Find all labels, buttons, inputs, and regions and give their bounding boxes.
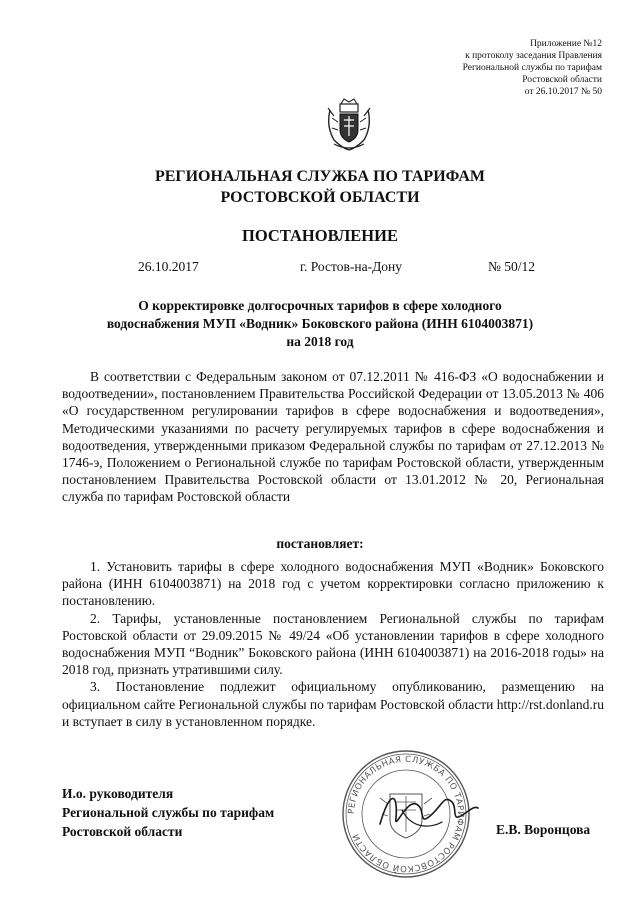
subject-line: на 2018 год bbox=[286, 334, 354, 349]
annex-line: от 26.10.2017 № 50 bbox=[524, 87, 602, 97]
resolution-items bbox=[62, 558, 604, 730]
agency-name bbox=[0, 166, 640, 208]
signer-name: Е.В. Воронцова bbox=[496, 822, 591, 837]
signer-title: Региональной службы по тарифам bbox=[62, 805, 275, 820]
resolution-item: 3. Постановление подлежит официальному опубликованию, размещению на официальном сайте Региональной службы по тарифам Ростовской области http://rst.donland.ru и вступает в силу в установленном порядке. bbox=[62, 679, 604, 729]
coat-of-arms-icon bbox=[320, 96, 378, 154]
agency-line: РЕГИОНАЛЬНАЯ СЛУЖБА ПО ТАРИФАМ bbox=[154, 168, 486, 185]
annex-line: Ростовской области bbox=[522, 75, 602, 85]
document-number: № 50/12 bbox=[488, 259, 536, 274]
document-subject bbox=[60, 297, 580, 351]
subject-line: водоснабжения МУП «Водник» Боковского района (ИНН 6104003871) bbox=[106, 316, 534, 331]
annex-note bbox=[382, 38, 602, 98]
signer-title: Ростовской области bbox=[62, 824, 183, 839]
resolves-heading: постановляет: bbox=[276, 536, 364, 551]
agency-line: РОСТОВСКОЙ ОБЛАСТИ bbox=[220, 189, 420, 206]
annex-line: Региональной службы по тарифам bbox=[462, 63, 602, 73]
annex-line: к протоколу заседания Правления bbox=[465, 51, 602, 61]
preamble bbox=[62, 368, 604, 506]
document-type: ПОСТАНОВЛЕНИЕ bbox=[242, 226, 398, 245]
signer-block bbox=[62, 784, 274, 841]
signer-title: И.о. руководителя bbox=[62, 786, 174, 801]
document-date: 26.10.2017 bbox=[138, 259, 199, 274]
annex-line: Приложение №12 bbox=[530, 39, 602, 49]
resolution-item: 2. Тарифы, установленные постановлением Региональной службы по тарифам Ростовской области от 29.09.2015 № 49/24 «Об установлении тарифов в сфере холодного водоснабжения МУП “Водник” Боковского района (ИНН 6104003871) на 2016-2018 годы» на 2018 год, признать утратившими силу. bbox=[62, 610, 604, 678]
handwritten-signature-icon bbox=[372, 780, 482, 840]
document-place: г. Ростов-на-Дону bbox=[300, 259, 403, 274]
svg-text:РЕГИОНАЛЬНАЯ СЛУЖБА ПО ТАРИФАМ: РЕГИОНАЛЬНАЯ СЛУЖБА ПО ТАРИФАМ РОСТОВСКОЙ ОБЛАСТИ bbox=[346, 754, 466, 874]
resolution-item: 1. Установить тарифы в сфере холодного водоснабжения МУП «Водник» Боковского района (ИНН 6104003871) на 2018 год с учетом корректировки согласно приложению к постановлению. bbox=[62, 559, 604, 609]
preamble-text: В соответствии с Федеральным законом от 07.12.2011 № 416-ФЗ «О водоснабжении и водоотведении», постановлением Правительства Российской Федерации от 13.05.2013 № 406 «О государственном регулировании тарифов в сфере водоснабжения и водоотведения», Методическими указаниями по расчету регулируемых тарифов в сфере водоснабжения и водоотведения, утвержденными приказом Федеральной службы по тарифам от 27.12.2013 № 1746-э, Положением о Региональной службе по тарифам Ростовской области, утвержденным постановлением Правительства Ростовской области от 13.01.2012 № 20, Региональная служба по тарифам Ростовской области bbox=[62, 369, 604, 505]
subject-line: О корректировке долгосрочных тарифов в сфере холодного bbox=[138, 298, 502, 313]
